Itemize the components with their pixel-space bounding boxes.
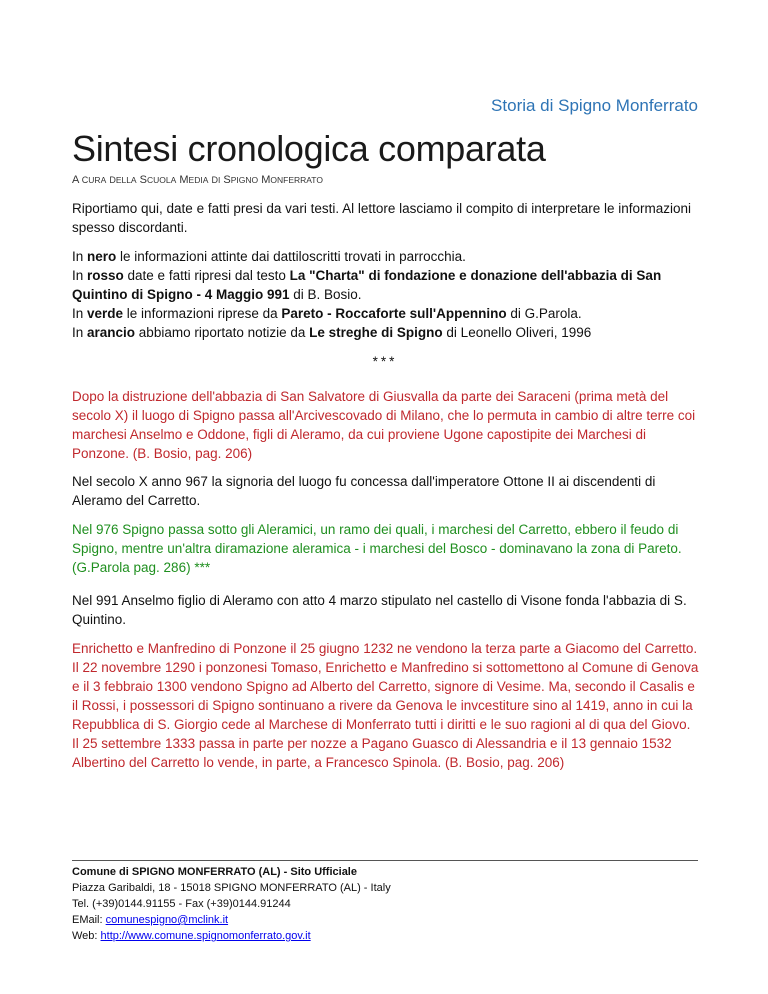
legend-text: di G.Parola. xyxy=(506,306,582,321)
legend-line-black xyxy=(72,247,702,266)
legend-line-orange xyxy=(72,323,702,342)
legend-line-red-cont xyxy=(72,285,702,304)
footer-email-line xyxy=(72,912,391,928)
footer-web-label: Web: xyxy=(72,930,101,942)
document-byline xyxy=(72,174,323,186)
footer-divider xyxy=(72,860,698,861)
legend-book-title: Quintino di Spigno - 4 Maggio 991 xyxy=(72,287,290,302)
paragraph-red-2c: Il 25 settembre 1333 passa in parte per nozze a Pagano Guasco di Alessandria e il 13 gennaio 1532 Albertino del Carretto lo vende, in parte, a Francesco Spinola. (B. Bosio, pag. 206) xyxy=(72,736,672,770)
legend-key-red: rosso xyxy=(87,268,124,283)
section-separator: *** xyxy=(372,354,398,369)
legend-line-red xyxy=(72,266,702,285)
paragraph-black-2: Nel 991 Anselmo figlio di Aleramo con atto 4 marzo stipulato nel castello di Visone fonda l'abbazia di S. Quintino. xyxy=(72,593,687,627)
footer-phone: Tel. (+39)0144.91155 - Fax (+39)0144.91244 xyxy=(72,898,291,910)
legend-key-green: verde xyxy=(87,306,124,321)
legend-book-title: Pareto - Roccaforte sull'Appennino xyxy=(281,306,507,321)
footer-web-line xyxy=(72,928,391,944)
legend-key-black: nero xyxy=(87,249,117,264)
byline-text: A CURA DELLA SCUOLA MEDIA DI SPIGNO MONFERRATO xyxy=(72,174,323,186)
paragraph-black-1: Nel secolo X anno 967 la signoria del luogo fu concessa dall'imperatore Ottone II ai discendenti di Aleramo del Carretto. xyxy=(72,474,656,508)
legend-text: le informazioni riprese da xyxy=(123,306,282,321)
paragraph-red-2 xyxy=(72,639,702,772)
legend-text: In xyxy=(72,249,88,264)
legend-line-green xyxy=(72,304,702,323)
paragraph-green-1: Nel 976 Spigno passa sotto gli Aleramici, un ramo dei quali, i marchesi del Carretto, ebbero il feudo di Spigno, mentre un'altra diramazione aleramica - i marchesi del Bosco - dominavano la zona di Pareto. (G.Parola pag. 286) *** xyxy=(72,522,682,575)
legend-key-orange: arancio xyxy=(87,325,136,340)
legend-text: di B. Bosio. xyxy=(289,287,362,302)
legend-book-title: Le streghe di Spigno xyxy=(309,325,443,340)
document-kicker: Storia di Spigno Monferrato xyxy=(491,96,698,115)
intro-paragraph: Riportiamo qui, date e fatti presi da vari testi. Al lettore lasciamo il compito di interpretare le informazioni spesso discordanti. xyxy=(72,201,692,235)
legend-text: In xyxy=(72,306,88,321)
footer-email-label: EMail: xyxy=(72,914,106,926)
footer-org: Comune di SPIGNO MONFERRATO (AL) - Sito Ufficiale xyxy=(72,866,357,878)
legend-book-title: La "Charta" di fondazione e donazione dell'abbazia di San xyxy=(289,268,662,283)
legend-text: di Leonello Oliveri, 1996 xyxy=(442,325,592,340)
legend-text: In xyxy=(72,325,88,340)
paragraph-red-2a: Enrichetto e Manfredino di Ponzone il 25 giugno 1232 ne vendono la terza parte a Giacomo del Carretto. xyxy=(72,641,698,656)
paragraph-red-1: Dopo la distruzione dell'abbazia di San Salvatore di Giusvalla da parte dei Saraceni (prima metà del secolo X) il luogo di Spigno passa all'Arcivescovado di Milano, che lo permuta in cambio di altre terre coi marchesi Anselmo e Oddone, figli di Aleramo, da cui proviene Ugone capostipite dei Marchesi di Ponzone. (B. Bosio, pag. 206) xyxy=(72,389,696,461)
legend-text: abbiamo riportato notizie da xyxy=(135,325,310,340)
document-title: Sintesi cronologica comparata xyxy=(72,128,546,169)
footer-email-link[interactable]: comunespigno@mclink.it xyxy=(105,914,229,926)
footer-web-link[interactable]: http://www.comune.spignomonferrato.gov.it xyxy=(100,930,311,942)
color-legend xyxy=(72,247,702,342)
paragraph-red-2b: Il 22 novembre 1290 i ponzonesi Tomaso, Enrichetto e Manfredino si sottomettono al Comune di Genova e il 3 febbraio 1300 vendono Spigno ad Alberto del Carretto, signore di Vesime. Ma, secondo il Casalis e il Rossi, i possessori di Spigno sontinuano a rivere da Genova le invcestiture sino al 1419, anno in cui la Repubblica di S. Giorgio cede al Marchese di Monferrato tutti i diritti e le suo ragioni al di qua del Giovo. xyxy=(72,660,699,732)
footer-address: Piazza Garibaldi, 18 - 15018 SPIGNO MONFERRATO (AL) - Italy xyxy=(72,882,391,894)
legend-text: le informazioni attinte dai dattiloscritti trovati in parrocchia. xyxy=(116,249,466,264)
legend-text: date e fatti ripresi dal testo xyxy=(123,268,290,283)
footer xyxy=(72,864,391,944)
legend-text: In xyxy=(72,268,88,283)
